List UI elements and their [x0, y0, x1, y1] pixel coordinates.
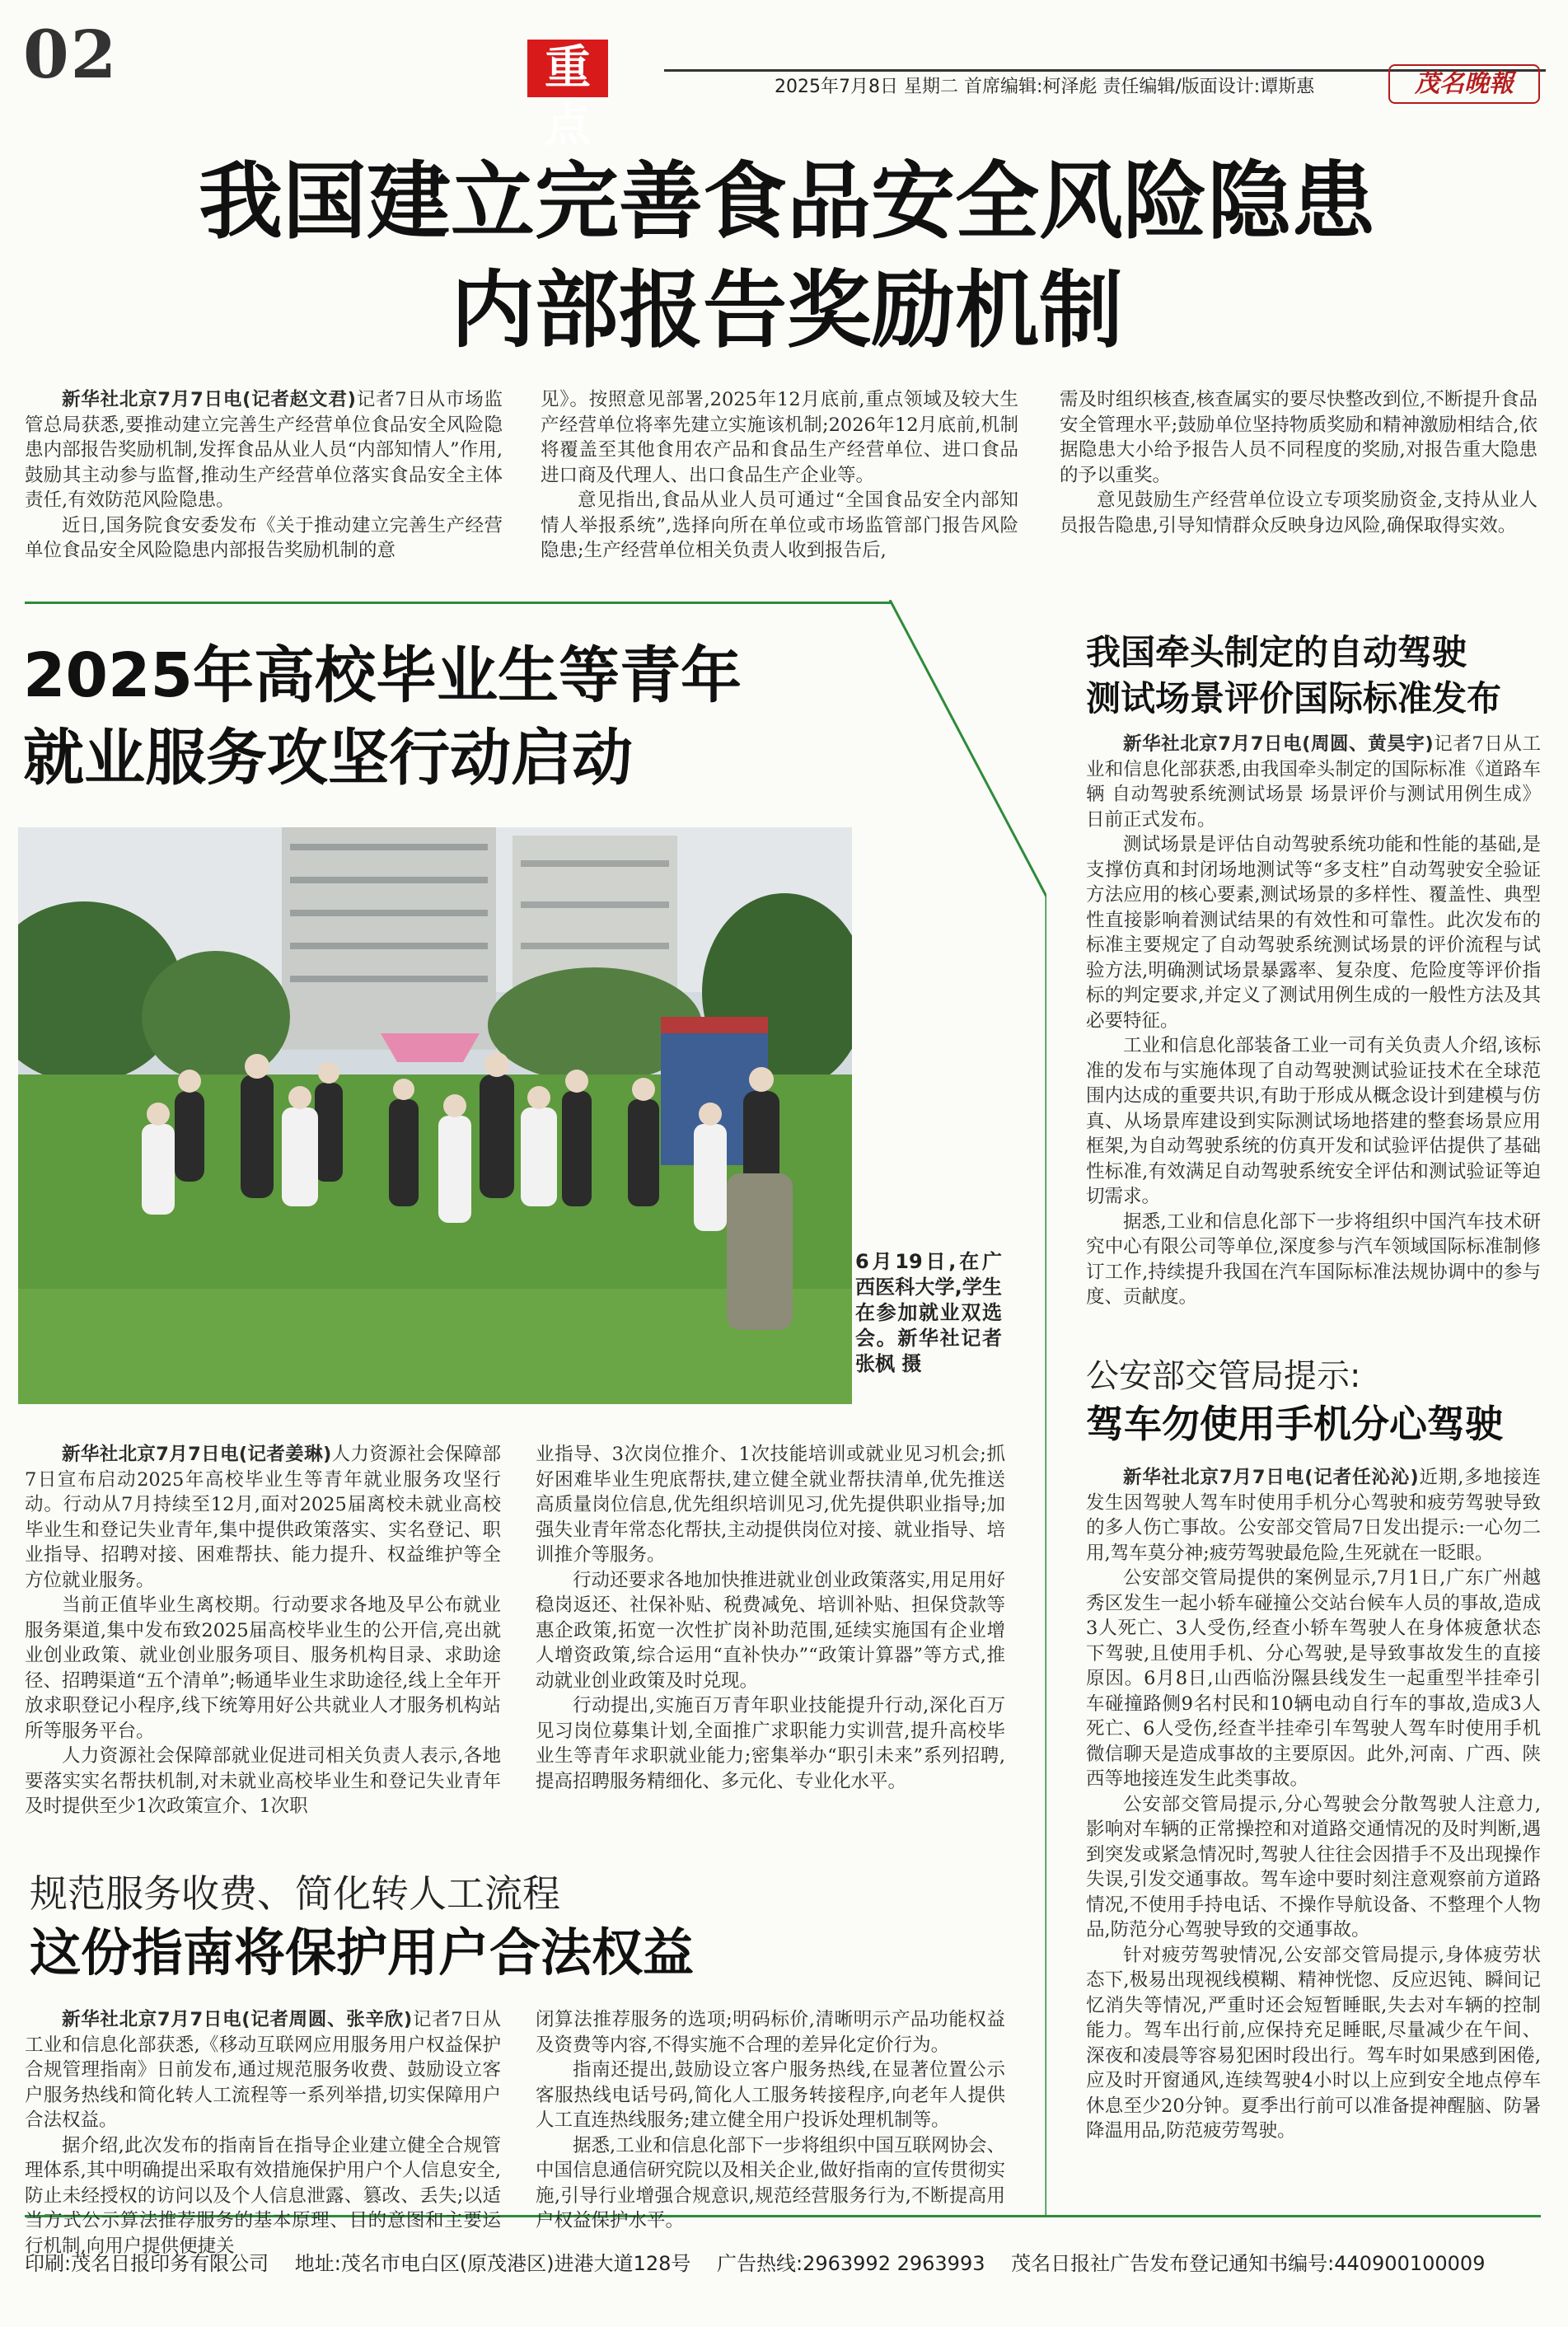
guide-column-1	[25, 2007, 501, 2259]
jobs-column-2	[536, 1442, 1005, 1794]
autodrive-dateline: 新华社北京7月7日电(周圆、黄昊宇)	[1123, 733, 1434, 755]
police-text-4: 针对疲劳驾驶情况,公安部交管局提示,身体疲劳状态下,极易出现视线模糊、精神恍惚、反应迟钝、瞬间记忆消失等情况,严重时还会短暂睡眠,失去对车辆的控制能力。驾车出行前,应保持充足睡眠,尽量减少在午间、深夜和凌晨等容易犯困时段出行。驾车时如果感到困倦,应及时开窗通风,连续驾驶4小时以上应到安全地点停车休息至少20分钟。夏季出行前可以准备提神醒脑、防暑降温用品,防范疲劳驾驶。	[1086, 1944, 1541, 2142]
jobs-text-5: 行动还要求各地加快推进就业创业政策落实,用足用好稳岗返还、社保补贴、税费减免、培训补贴、担保贷款等惠企政策,拓宽一次性扩岗补助范围,延续实施国有企业增人增资政策,综合运用“直补快办”“政策计算器”等方式,推动就业创业政策及时兑现。	[536, 1569, 1005, 1692]
page-number: 02	[23, 16, 119, 93]
issue-info: 2025年7月8日 星期二 首席编辑:柯泽彪 责任编辑/版面设计:谭斯惠	[775, 77, 1315, 97]
police-text-3: 公安部交管局提示,分心驾驶会分散驾驶人注意力,影响对车辆的正常操控和对道路交通情况的及时判断,遇到突发或紧急情况时,驾驶人往往会因措手不及出现操作失误,引发交通事故。驾车途中要时刻注意观察前方道路情况,不使用手持电话、不操作导航设备、不整理个人物品,防范分心驾驶导致的交通事故。	[1086, 1793, 1541, 1941]
guide-text-1: 记者7日从工业和信息化部获悉,《移动互联网应用服务用户权益保护合规管理指南》日前发布,通过规范服务收费、鼓励设立客户服务热线和简化转人工流程等一系列举措,切实保障用户合法权益。	[25, 2009, 501, 2131]
guide-text-2: 据介绍,此次发布的指南旨在指导企业建立健全合规管理体系,其中明确提出采取有效措施保护用户个人信息安全,防止未经授权的访问以及个人信息泄露、篡改、丢失;以适当方式公示算法推荐服务的基本原理、目的意图和主要运行机制,向用户提供便捷关	[25, 2134, 501, 2257]
autodrive-headline-line1: 我国牵头制定的自动驾驶	[1086, 632, 1467, 672]
jobs-text-2: 当前正值毕业生离校期。行动要求各地及早公布就业服务渠道,集中发布致2025届高校毕业生的公开信,亮出就业创业政策、就业创业服务项目、服务机构目录、求助途径、招聘渠道“五个清单”;畅通毕业生求助途径,线上全年开放求职登记小程序,线下统筹用好公共就业人才服务机构站所等服务平台。	[25, 1594, 501, 1742]
photo-caption: 6月19日,在广西医科大学,学生在参加就业双选会。新华社记者张枫 摄	[855, 1250, 1002, 1375]
lead-text-3b: 意见鼓励生产经营单位设立专项奖励资金,支持从业人员报告隐患,引导知情群众反映身边风险,确保取得实效。	[1060, 489, 1538, 536]
lead-text-1b: 近日,国务院食安委发布《关于推动建立完善生产经营单位食品安全风险隐患内部报告奖励机制的意	[25, 514, 503, 561]
police-column	[1086, 1465, 1541, 2144]
footer-license: 茂名日报社广告发布登记通知书编号:440900100009	[1011, 2252, 1486, 2275]
lead-text-1: 记者7日从市场监管总局获悉,要推动建立完善生产经营单位食品安全风险隐患内部报告奖励机制,发挥食品从业人员“内部知情人”作用,鼓励其主动参与监督,推动生产经营单位落实食品安全主体责任,有效防范风险隐患。	[25, 389, 503, 511]
autodrive-column	[1086, 732, 1541, 1310]
police-headline: 驾车勿使用手机分心驾驶	[1086, 1402, 1503, 1446]
guide-text-3: 闭算法推荐服务的选项;明码标价,清晰明示产品功能权益及资费等内容,不得实施不合理的差异化定价行为。	[536, 2009, 1005, 2056]
campus-job-fair-photo	[18, 827, 852, 1404]
guide-text-5: 据悉,工业和信息化部下一步将组织中国互联网协会、中国信息通信研究院以及相关企业,做好指南的宣传贯彻实施,引导行业增强合规意识,规范经营服务行为,不断提高用户权益保护水平。	[536, 2134, 1005, 2231]
jobs-text-1: 人力资源社会保障部7日宣布启动2025年高校毕业生等青年就业服务攻坚行动。行动从7月持续至12月,面对2025届离校未就业高校毕业生和登记失业青年,集中提供政策落实、实名登记、职业指导、招聘对接、困难帮扶、能力提升、权益维护等全方位就业服务。	[25, 1444, 501, 1591]
lead-column-1	[25, 387, 503, 564]
paper-logo: 茂名晚報	[1388, 64, 1540, 104]
autodrive-headline	[1086, 630, 1547, 722]
guide-headline: 这份指南将保护用户合法权益	[30, 1922, 695, 1983]
footer-printer: 印刷:茂名日报印务有限公司	[25, 2252, 269, 2275]
guide-column-2	[536, 2007, 1005, 2234]
footer-address: 地址:茂名市电白区(原茂港区)进港大道128号	[294, 2252, 691, 2275]
autodrive-text-3: 工业和信息化部装备工业一司有关负责人介绍,该标准的发布与实施体现了自动驾驶测试验证技术在全球范围内达成的重要共识,有助于形成从概念设计到建模与仿真、从场景库建设到实际测试场地搭建的整套场景应用框架,为自动驾驶系统的仿真开发和试验评估提供了基础性标准,有效满足自动驾驶系统安全评估和测试验证等迫切需求。	[1086, 1035, 1541, 1207]
page-footer	[25, 2235, 1541, 2292]
guide-dateline: 新华社北京7月7日电(记者周圆、张辛欣)	[62, 2009, 413, 2030]
jobs-text-6: 行动提出,实施百万青年职业技能提升行动,深化百万见习岗位募集计划,全面推广求职能力实训营,提升高校毕业生等青年求职就业能力;密集举办“职引未来”系列招聘,提高招聘服务精细化、多元化、专业化水平。	[536, 1695, 1005, 1792]
lead-text-2: 见》。按照意见部署,2025年12月底前,重点领域及较大生产经营单位将率先建立实施该机制;2026年12月底前,机制将覆盖至其他食用农产品和食品生产经营单位、进口食品进口商及代理人、出口食品生产企业等。	[541, 389, 1018, 486]
news-photo	[18, 827, 852, 1404]
lead-dateline: 新华社北京7月7日电(记者赵文君)	[62, 389, 356, 410]
jobs-text-4: 业指导、3次岗位推介、1次技能培训或就业见习机会;抓好困难毕业生兜底帮扶,建立健全就业帮扶清单,优先推送高质量岗位信息,优先组织培训见习,优先提供职业指导;加强失业青年常态化帮扶,主动提供岗位对接、就业指导、培训推介等服务。	[536, 1444, 1005, 1566]
autodrive-text-2: 测试场景是评估自动驾驶系统功能和性能的基础,是支撑仿真和封闭场地测试等“多支柱”自动驾驶安全验证方法应用的核心要素,测试场景的多样性、覆盖性、典型性直接影响着测试结果的有效性和可靠性。此次发布的标准主要规定了自动驾驶系统测试场景的评价流程与试验方法,明确测试场景暴露率、复杂度、危险度等评价指标的判定要求,并定义了测试用例生成的一般性方法及其必要特征。	[1086, 834, 1541, 1032]
jobs-headline-line1: 2025年高校毕业生等青年	[23, 640, 742, 711]
lead-text-2b: 意见指出,食品从业人员可通过“全国食品安全内部知情人举报系统”,选择向所在单位或市场监管部门报告风险隐患;生产经营单位相关负责人收到报告后,	[541, 489, 1018, 561]
autodrive-text-1: 记者7日从工业和信息化部获悉,由我国牵头制定的国际标准《道路车辆 自动驾驶系统测试场景 场景评价与测试用例生成》日前正式发布。	[1086, 733, 1541, 831]
jobs-dateline: 新华社北京7月7日电(记者姜琳)	[62, 1444, 332, 1465]
divider-horizontal	[25, 602, 892, 604]
autodrive-text-4: 据悉,工业和信息化部下一步将组织中国汽车技术研究中心有限公司等单位,深度参与汽车领域国际标准制修订工作,持续提升我国在汽车国际标准法规协调中的参与度、贡献度。	[1086, 1210, 1541, 1308]
lead-headline	[33, 148, 1541, 366]
jobs-column-1	[25, 1442, 501, 1819]
lead-text-3: 需及时组织核查,核查属实的要尽快整改到位,不断提升食品安全管理水平;鼓励单位坚持物质奖励和精神激励相结合,依据隐患大小给予报告人员不同程度的奖励,对报告重大隐患的予以重奖。	[1060, 389, 1538, 486]
divider-diagonal	[882, 600, 1046, 2215]
police-subheadline: 公安部交管局提示:	[1086, 1357, 1361, 1395]
police-text-1: 近期,多地接连发生因驾驶人驾车时使用手机分心驾驶和疲劳驾驶导致的多人伤亡事故。公安部交管局7日发出提示:一心勿二用,驾车莫分神;疲劳驾驶最危险,生死就在一眨眼。	[1086, 1467, 1541, 1564]
lead-column-2	[541, 387, 1018, 564]
lead-headline-line2: 内部报告奖励机制	[451, 262, 1123, 360]
jobs-headline	[23, 634, 880, 799]
police-dateline: 新华社北京7月7日电(记者任沁沁)	[1123, 1467, 1419, 1488]
police-text-2: 公安部交管局提供的案例显示,7月1日,广东广州越秀区发生一起小轿车碰撞公交站台候车人员的事故,造成3人死亡、3人受伤,经查小轿车驾驶人在身体疲惫状态下驾驶,且使用手机、分心驾驶,是导致事故发生的直接原因。6月8日,山西临汾隰县线发生一起重型半挂牵引车碰撞路侧9名村民和10辆电动自行车的事故,造成3人死亡、6人受伤,经查半挂牵引车驾驶人驾车时使用手机微信聊天是造成事故的主要原因。此外,河南、广西、陕西等地接连发生此类事故。	[1086, 1567, 1541, 1790]
jobs-text-3: 人力资源社会保障部就业促进司相关负责人表示,各地要落实实名帮扶机制,对未就业高校毕业生和登记失业青年及时提供至少1次政策宣介、1次职	[25, 1745, 501, 1817]
footer-hotline: 广告热线:2963992 2963993	[717, 2252, 985, 2275]
lead-column-3	[1060, 387, 1538, 538]
section-tag: 重点	[527, 40, 608, 97]
guide-subheadline: 规范服务收费、简化转人工流程	[30, 1871, 560, 1916]
guide-text-4: 指南还提出,鼓励设立客户服务热线,在显著位置公示客服热线电话号码,简化人工服务转接程序,向老年人提供人工直连热线服务;建立健全用户投诉处理机制等。	[536, 2059, 1005, 2131]
lead-headline-line1: 我国建立完善食品安全风险隐患	[199, 153, 1375, 251]
jobs-headline-line2: 就业服务攻坚行动启动	[23, 723, 633, 794]
autodrive-headline-line2: 测试场景评价国际标准发布	[1086, 678, 1502, 719]
